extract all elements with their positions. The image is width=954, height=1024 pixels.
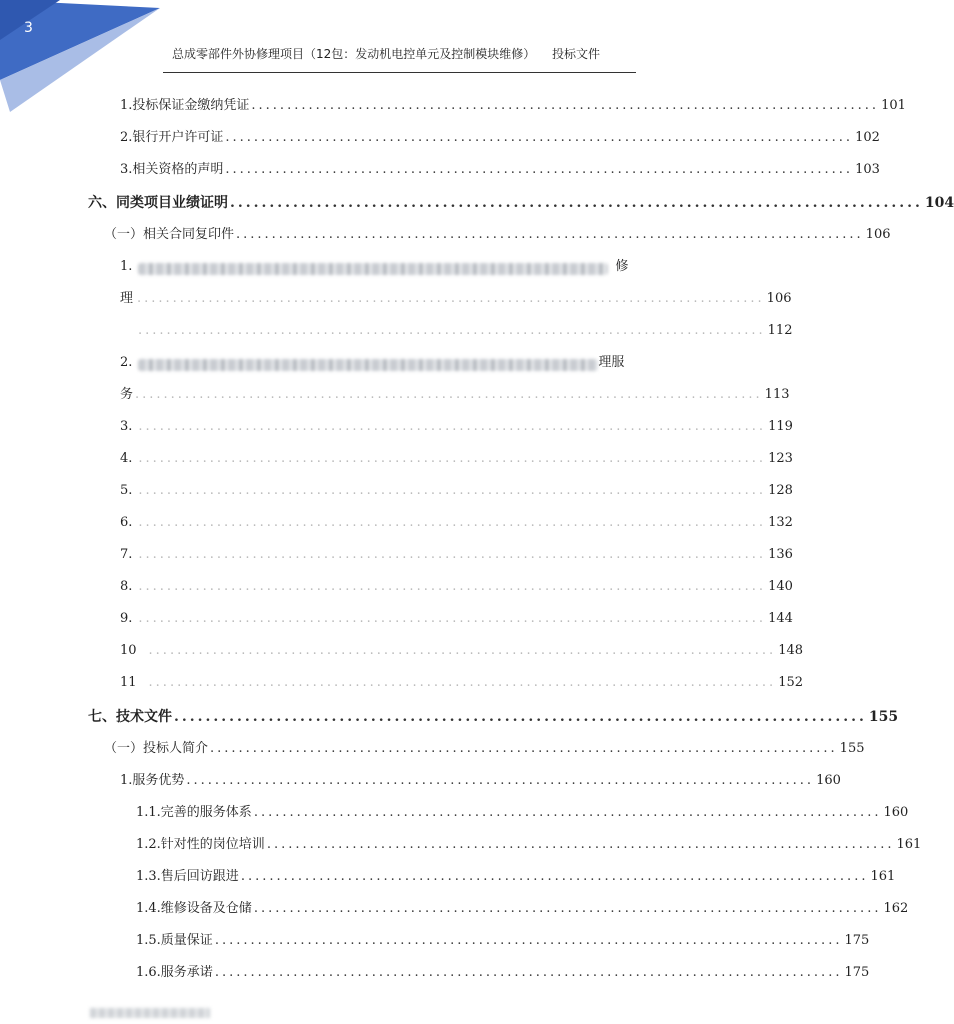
toc-entry[interactable]: [120, 120, 880, 146]
toc-leader: ........................................................................................: [138, 483, 767, 498]
toc-label: 2.: [120, 355, 133, 370]
toc-entry-redacted[interactable]: [120, 249, 636, 275]
toc-page: 132: [768, 515, 793, 530]
toc-entry[interactable]: [120, 88, 906, 114]
toc-entry-redacted[interactable]: [120, 665, 804, 691]
toc-entry[interactable]: [136, 891, 909, 917]
toc-page: 101: [881, 98, 906, 113]
toc-label: 1.投标保证金缴纳凭证: [120, 98, 250, 113]
toc-page: 113: [764, 387, 790, 402]
toc-page: 175: [844, 965, 870, 980]
toc-leader: ........................................................................................: [225, 162, 854, 177]
toc-entry-redacted[interactable]: [120, 569, 793, 595]
toc-label: 8.: [120, 579, 133, 594]
toc-entry-redacted[interactable]: [120, 409, 793, 435]
toc-label: 7.: [120, 547, 133, 562]
toc-entry[interactable]: [120, 763, 841, 789]
toc-leader: ........................................................................................: [210, 741, 838, 756]
toc-label: 务: [120, 387, 134, 402]
toc-label: 理: [120, 291, 134, 306]
toc-page: 160: [816, 773, 841, 788]
toc-leader: ........................................................................................: [236, 227, 864, 242]
toc-page: 119: [768, 419, 793, 434]
toc-entry-redacted[interactable]: [120, 441, 793, 467]
toc-page: 123: [768, 451, 793, 466]
toc-section-heading[interactable]: [88, 699, 899, 725]
toc-leader: ........................................................................................: [253, 805, 882, 820]
toc-leader: ........................................................................................: [225, 130, 854, 145]
page-number: 3: [24, 20, 33, 36]
toc-page: 160: [883, 805, 909, 820]
toc-leader: ........................................................................................: [186, 773, 815, 788]
toc-label: （一）相关合同复印件: [104, 227, 235, 242]
toc-entry[interactable]: [136, 923, 870, 949]
toc-leader: ........................................................................................: [240, 869, 869, 884]
toc-entry[interactable]: [120, 152, 880, 178]
toc-entry-redacted[interactable]: [120, 537, 793, 563]
toc-entry-redacted[interactable]: [120, 633, 804, 659]
toc-label-tail: 理服: [598, 355, 625, 370]
toc-label: （一）投标人简介: [104, 741, 209, 756]
toc-leader: ........................................................................................: [138, 611, 767, 626]
toc-page: 106: [766, 291, 792, 306]
toc-entry-redacted[interactable]: [136, 313, 793, 339]
toc-leader: ........................................................................................: [230, 195, 923, 211]
toc-label: 11: [120, 675, 137, 690]
toc-leader: ........................................................................................: [138, 451, 767, 466]
toc-label: 4.: [120, 451, 133, 466]
toc-label: 1.6.服务承诺: [136, 965, 213, 980]
toc-label: 10: [120, 643, 137, 658]
toc-label: 3.: [120, 419, 133, 434]
toc-entry-redacted[interactable]: [120, 505, 793, 531]
toc-leader: ........................................................................................: [214, 965, 843, 980]
toc-label: 5.: [120, 483, 133, 498]
toc-label: 七、技术文件: [88, 709, 172, 725]
toc-leader: ........................................................................................: [148, 643, 777, 658]
toc-label: 六、同类项目业绩证明: [88, 195, 228, 211]
toc-label: 1.2.针对性的岗位培训: [136, 837, 265, 852]
toc-entry-redacted[interactable]: [120, 601, 793, 627]
toc-entry-redacted[interactable]: [120, 473, 793, 499]
toc-leader: ........................................................................................: [138, 419, 767, 434]
toc-entry-redacted[interactable]: [120, 345, 636, 371]
redacted-text: [138, 263, 608, 275]
toc-label: 1.5.质量保证: [136, 933, 213, 948]
toc-label-tail: 修: [615, 259, 629, 274]
toc-entry-redacted[interactable]: [120, 377, 790, 403]
toc-label: 9.: [120, 611, 133, 626]
toc-leader: ........................................................................................: [148, 675, 777, 690]
toc-label: 6.: [120, 515, 133, 530]
header-title: 总成零部件外协修理项目（12包：发动机电控单元及控制模块维修）: [172, 47, 536, 61]
toc-page: 152: [778, 675, 804, 690]
toc-label: 1.4.维修设备及仓储: [136, 901, 252, 916]
toc-entry[interactable]: [104, 731, 865, 757]
toc-page: 148: [778, 643, 804, 658]
toc-leader: ........................................................................................: [135, 387, 763, 402]
toc-entry[interactable]: [136, 827, 922, 853]
toc-page: 162: [883, 901, 909, 916]
toc-section-heading[interactable]: [88, 185, 954, 211]
toc-leader: ........................................................................................: [138, 547, 767, 562]
toc-page: 136: [768, 547, 793, 562]
toc-label: 2.银行开户许可证: [120, 130, 224, 145]
toc-page: 102: [855, 130, 880, 145]
toc-label: 1.服务优势: [120, 773, 185, 788]
toc-label: 1.: [120, 259, 133, 274]
toc-entry[interactable]: [104, 217, 891, 243]
toc-leader: ........................................................................................: [138, 579, 767, 594]
toc-page: 161: [870, 869, 896, 884]
toc-page: 103: [855, 162, 880, 177]
toc-leader: ........................................................................................: [251, 98, 880, 113]
redacted-footer: [90, 1008, 210, 1018]
redacted-text: [138, 359, 598, 371]
toc-page: 106: [865, 227, 891, 242]
header-doc-type: 投标文件: [552, 47, 601, 61]
toc-label: 3.相关资格的声明: [120, 162, 224, 177]
toc-entry-redacted[interactable]: [120, 281, 792, 307]
toc-page: 128: [768, 483, 793, 498]
toc-leader: ........................................................................................: [266, 837, 895, 852]
toc-leader: ........................................................................................: [137, 291, 765, 306]
toc-leader: ........................................................................................: [253, 901, 882, 916]
toc-page: 175: [844, 933, 870, 948]
toc-entry[interactable]: [136, 955, 870, 981]
toc-page: 140: [768, 579, 793, 594]
header-rule: [163, 72, 636, 73]
toc-page: 144: [768, 611, 793, 626]
toc-page: 155: [868, 709, 899, 725]
toc-leader: ........................................................................................: [214, 933, 843, 948]
toc-entry[interactable]: [136, 795, 909, 821]
toc-label: 1.1.完善的服务体系: [136, 805, 252, 820]
toc-leader: ........................................................................................: [138, 323, 766, 338]
toc-leader: ........................................................................................: [138, 515, 767, 530]
toc-page: 112: [767, 323, 793, 338]
toc-label: 1.3.售后回访跟进: [136, 869, 239, 884]
toc-page: 161: [896, 837, 922, 852]
toc-leader: ........................................................................................: [174, 709, 867, 725]
toc-page: 104: [924, 195, 954, 211]
toc-page: 155: [839, 741, 865, 756]
toc-entry[interactable]: [136, 859, 896, 885]
